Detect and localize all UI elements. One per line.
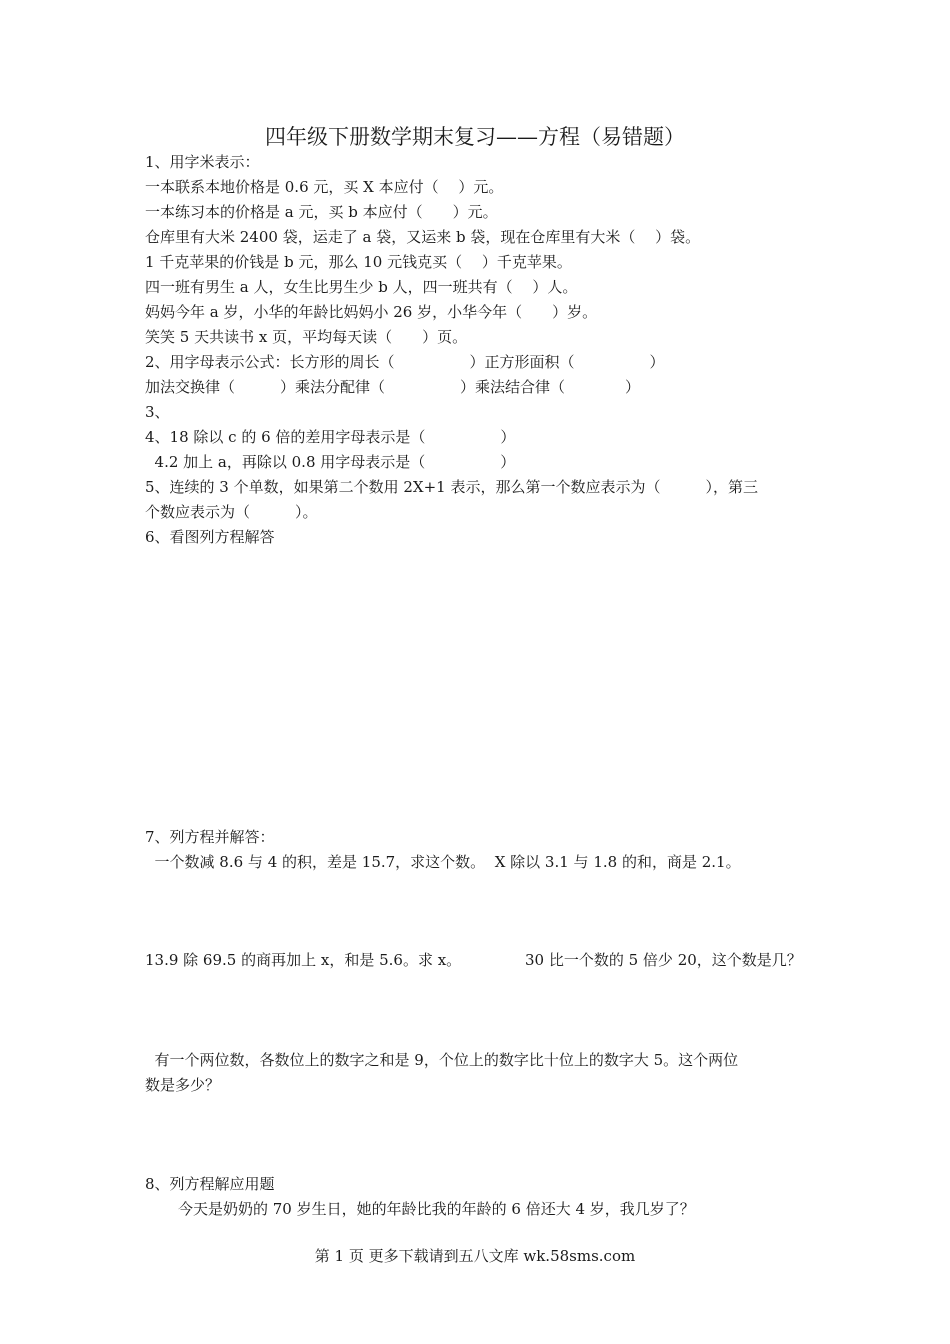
section-4-line: 4、18 除以 c 的 6 倍的差用字母表示是（ ） (145, 428, 516, 446)
question-line: 4.2 加上 a，再除以 0.8 用字母表示是（ ） (145, 453, 516, 471)
question-line: 个数应表示为（ ）。 (145, 503, 318, 521)
question-line: 1 千克苹果的价钱是 b 元，那么 10 元钱克买（ ）千克苹果。 (145, 253, 572, 271)
question-line: 一个数减 8.6 与 4 的积，差是 15.7，求这个数。 X 除以 3.1 与 1.8 的和，商是 2.1。 (145, 853, 741, 871)
section-7-heading: 7、列方程并解答： (145, 828, 275, 846)
section-3-heading: 3、 (145, 403, 170, 421)
section-6-heading: 6、看图列方程解答 (145, 528, 275, 546)
question-line: 今天是奶奶的 70 岁生日，她的年龄比我的年龄的 6 倍还大 4 岁，我几岁了？ (178, 1200, 695, 1218)
section-8-heading: 8、列方程解应用题 (145, 1175, 275, 1193)
page-title: 四年级下册数学期末复习——方程（易错题） (265, 125, 685, 149)
question-line: 一本练习本的价格是 a 元，买 b 本应付（ ）元。 (145, 203, 498, 221)
section-1-heading: 1、用字米表示： (145, 153, 260, 171)
question-line: 妈妈今年 a 岁，小华的年龄比妈妈小 26 岁，小华今年（ ）岁。 (145, 303, 598, 321)
page-footer: 第 1 页 更多下载请到五八文库 wk.58sms.com (314, 1247, 636, 1265)
question-line: 仓库里有大米 2400 袋，运走了 a 袋，又运来 b 袋，现在仓库里有大米（ ）袋。 (145, 228, 701, 246)
question-line: 数是多少？ (145, 1076, 221, 1094)
question-line: 30 比一个数的 5 倍少 20，这个数是几？ (525, 951, 802, 969)
section-5-line: 5、连续的 3 个单数，如果第二个数用 2X+1 表示，那么第一个数应表示为（ ），第三 (145, 478, 758, 496)
section-2-line: 2、用字母表示公式：长方形的周长（ ）正方形面积（ ） (145, 353, 665, 371)
question-line: 13.9 除 69.5 的商再加上 x，和是 5.6。求 x。 (145, 951, 462, 969)
question-line: 一本联系本地价格是 0.6 元，买 X 本应付（ ）元。 (145, 178, 504, 196)
question-line: 加法交换律（ ）乘法分配律（ ）乘法结合律（ ） (145, 378, 641, 396)
question-line: 有一个两位数，各数位上的数字之和是 9，个位上的数字比十位上的数字大 5。这个两位 (145, 1051, 739, 1069)
question-line: 四一班有男生 a 人，女生比男生少 b 人，四一班共有（ ）人。 (145, 278, 578, 296)
question-line: 笑笑 5 天共读书 x 页，平均每天读（ ）页。 (145, 328, 468, 346)
